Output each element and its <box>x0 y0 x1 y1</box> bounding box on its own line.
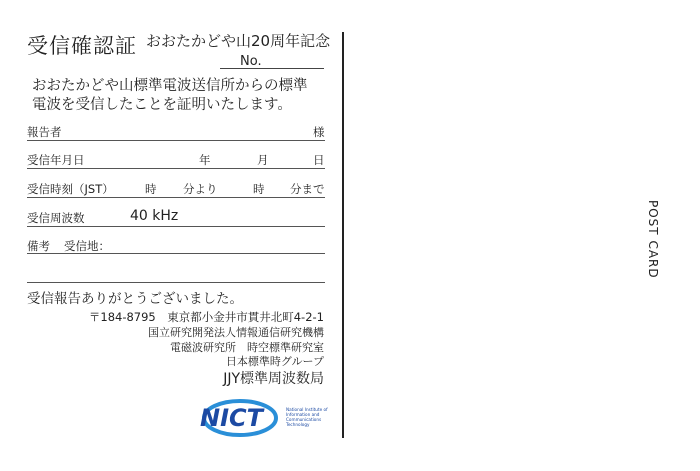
remarks-label: 備考 <box>27 239 50 253</box>
laboratory-name: 電磁波研究所 時空標準研究室 <box>170 341 324 354</box>
group-name: 日本標準時グループ <box>225 355 324 368</box>
location-label: 受信地： <box>64 239 110 253</box>
logo-text-4: Technology <box>286 422 310 427</box>
minute-from-label: 分より <box>183 182 218 196</box>
month-label: 月 <box>257 153 269 167</box>
date-line <box>27 168 325 169</box>
reporter-label: 報告者 <box>27 125 62 139</box>
logo-text-1: National Institute of <box>286 407 328 412</box>
remarks-line-1 <box>27 253 325 254</box>
frequency-value: 40 kHz <box>130 208 179 224</box>
event-name: おおたかどや山20周年記念 <box>146 32 331 50</box>
station-name: JJY標準周波数局 <box>223 371 324 387</box>
statement-line-2: 電波を受信したことを証明いたします。 <box>32 97 292 113</box>
reporter-line <box>27 140 325 141</box>
time-line <box>27 197 325 198</box>
logo-text-2: Information and <box>286 412 320 417</box>
title: 受信確認証 <box>27 34 137 58</box>
hour-2-label: 時 <box>253 182 265 196</box>
frequency-line <box>27 226 325 227</box>
day-label: 日 <box>313 153 325 167</box>
date-label: 受信年月日 <box>27 153 85 167</box>
thanks-message: 受信報告ありがとうございました。 <box>27 291 243 307</box>
serial-number-line <box>220 68 324 69</box>
nict-logo <box>196 393 328 441</box>
post-card-label: POST CARD <box>646 200 660 279</box>
hour-1-label: 時 <box>145 182 157 196</box>
honorific-label: 様 <box>313 125 325 139</box>
logo-mark: NICT <box>200 404 263 432</box>
time-label: 受信時刻（JST） <box>27 182 114 196</box>
remarks-line-2 <box>27 282 325 283</box>
organization-name: 国立研究開発法人情報通信研究機構 <box>148 326 324 339</box>
divider-line <box>342 32 344 438</box>
frequency-label: 受信周波数 <box>27 211 85 225</box>
postal-address: 〒184-8795 東京都小金井市貫井北町4-2-1 <box>88 310 324 324</box>
statement-line-1: おおたかどや山標準電波送信所からの標準 <box>32 78 308 94</box>
year-label: 年 <box>199 153 211 167</box>
minute-to-label: 分まで <box>290 182 325 196</box>
logo-text-3: Communications <box>286 417 322 422</box>
serial-number-label: No. <box>240 54 262 69</box>
